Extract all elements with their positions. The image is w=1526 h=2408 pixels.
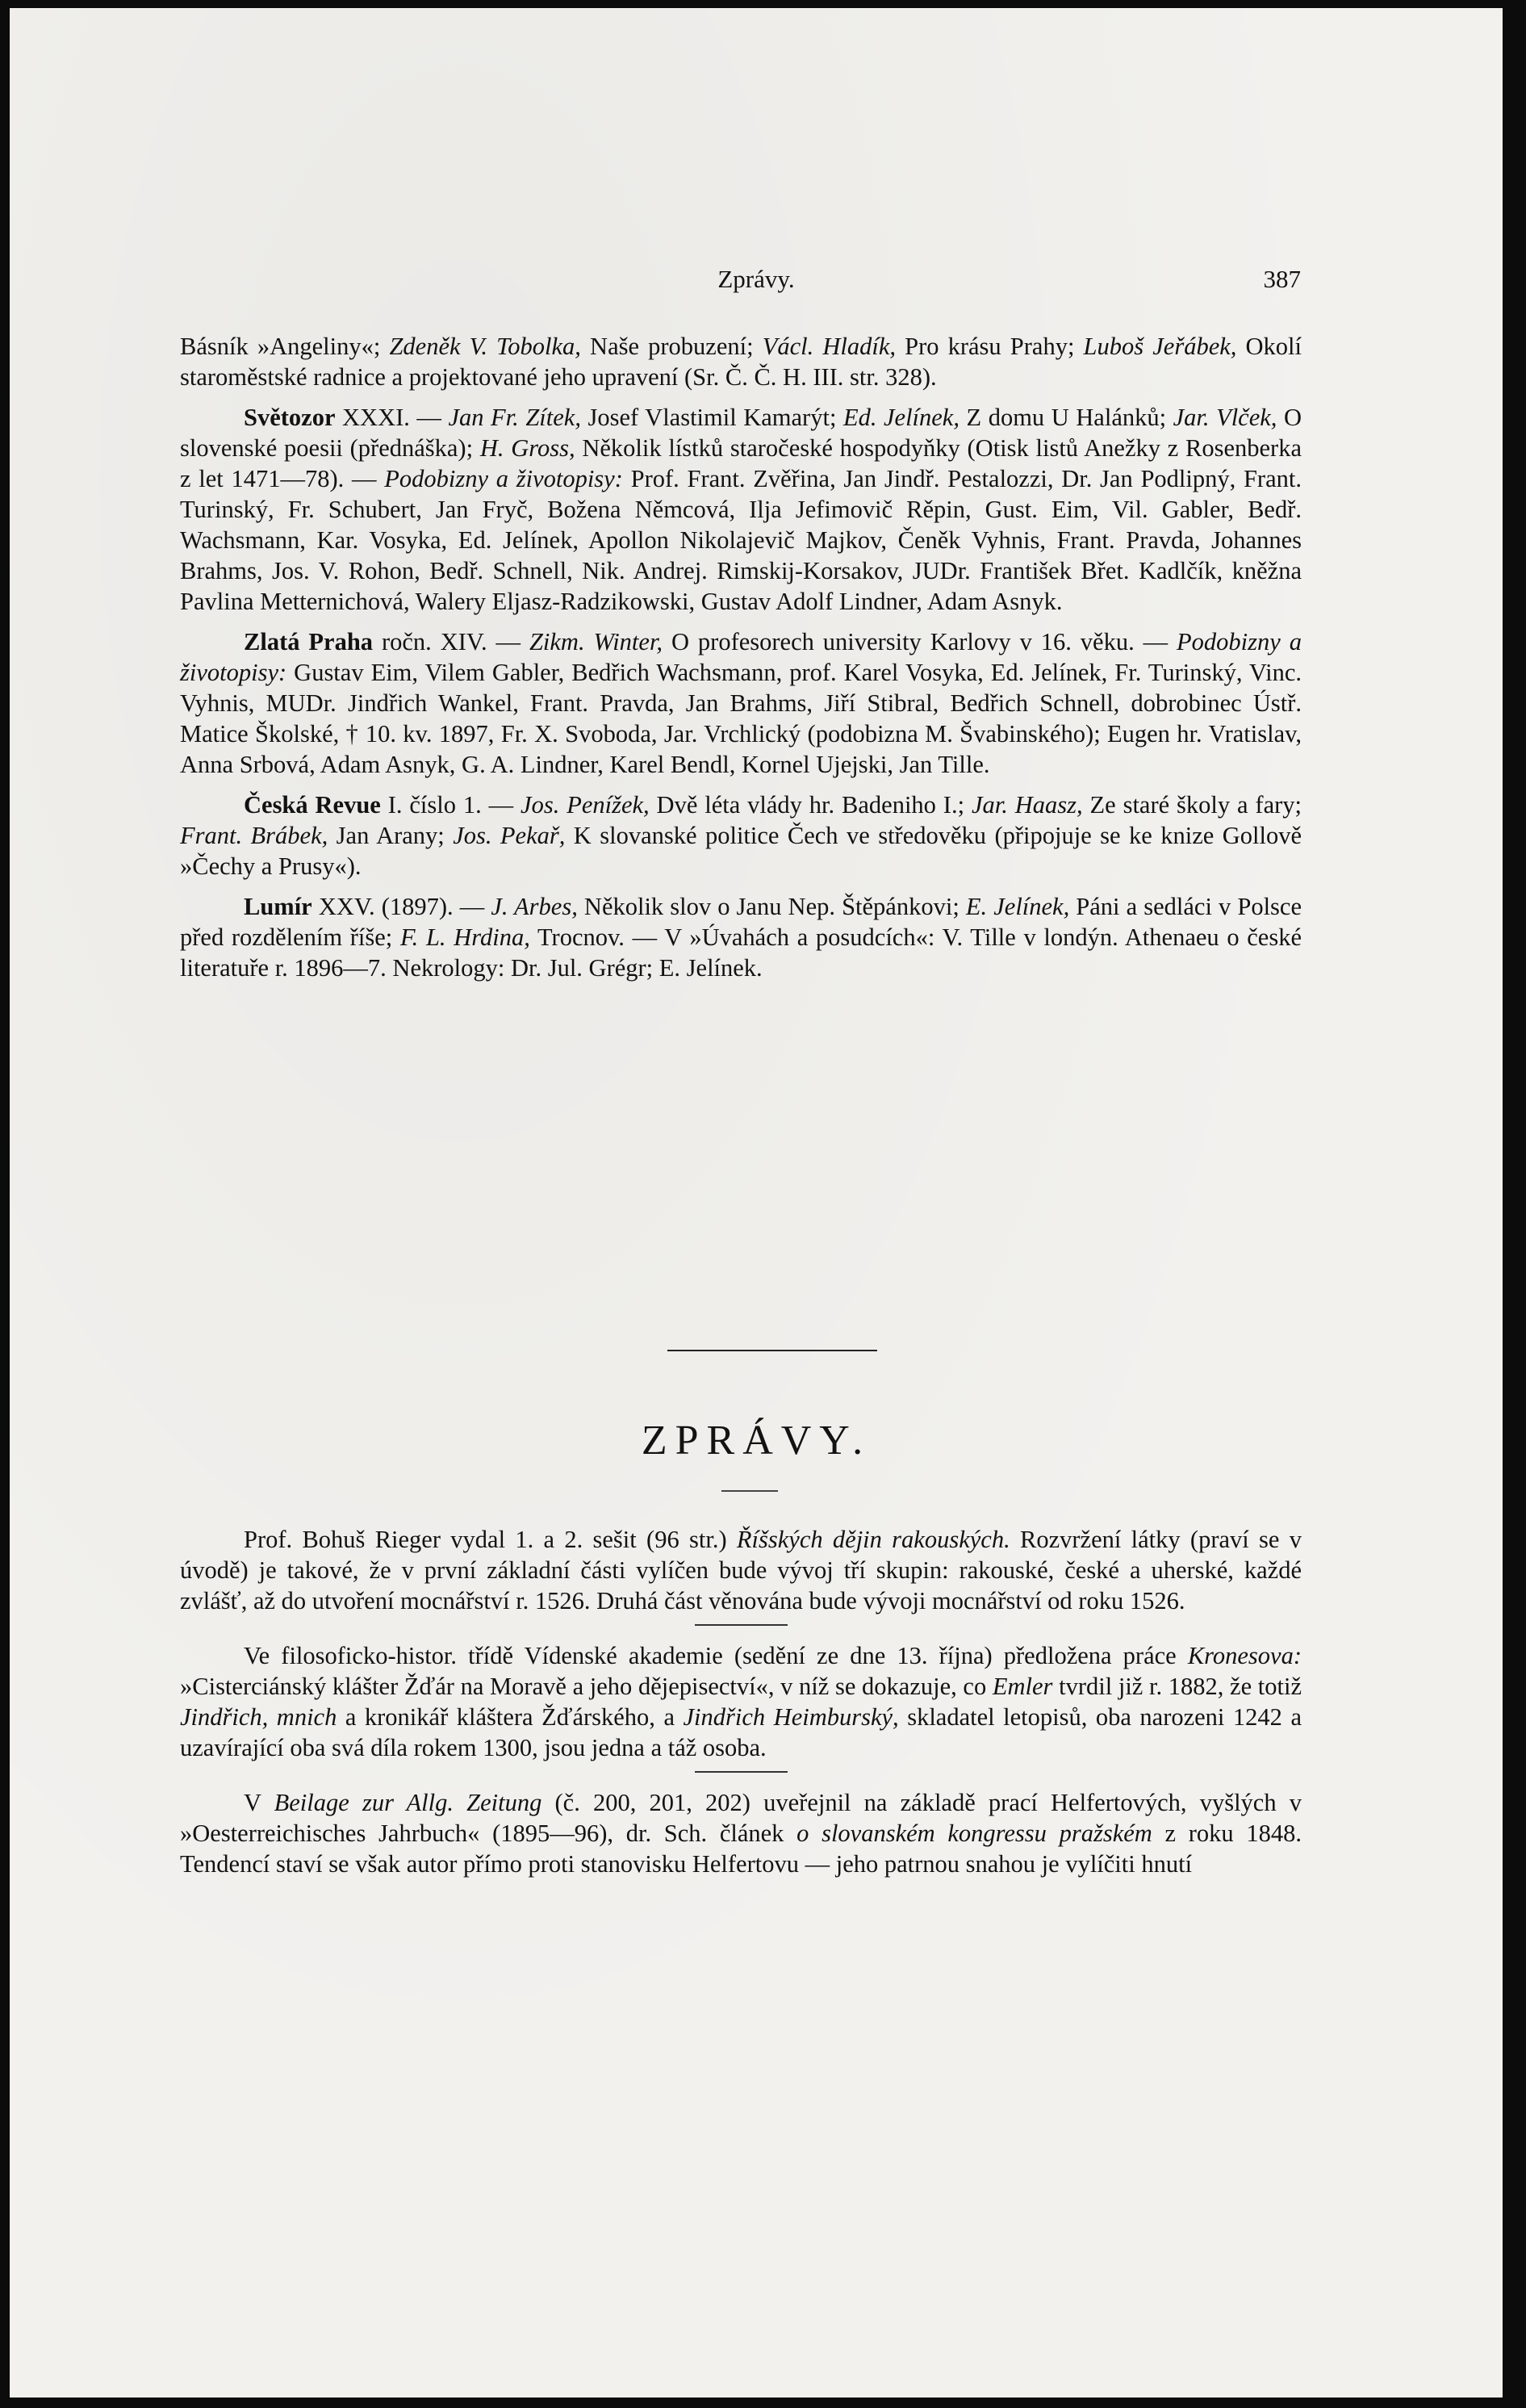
italic-text: E. Jelínek, <box>965 893 1070 920</box>
italic-text: Luboš Jeřábek, <box>1083 333 1237 360</box>
text-run: O profesorech university Karlovy v 16. věku. — <box>663 628 1177 655</box>
document-page <box>10 8 1503 2398</box>
text-run: skladatel letopisů, oba narozeni 1242 a uzavírající oba svá díla rokem 1300, jsou jedna a táž osoba. <box>180 1703 1302 1761</box>
italic-text: Zdeněk V. Tobolka, <box>389 333 581 360</box>
text-run: Jan Arany; <box>328 822 454 849</box>
text-run: Rozvržení látky (praví se v úvodě) je takové, že v první základní části vylíčen bude vývoj tří skupin: rakouské, české a uherské, každé zvlášť, až do utvoření mocnářství r. 1526. Druhá část věnována bude vývoji mocnářství od roku 1526. <box>180 1526 1302 1614</box>
text-run: Páni a sedláci v Polsce před rozdělením říše; <box>180 893 1302 951</box>
text-run: V <box>244 1789 274 1816</box>
paragraph-divider <box>695 1771 788 1773</box>
text-run: Trocnov. — V »Úvahách a posudcích«: V. Tille v londýn. Athenaeu o české literatuře r. 1896—7. Nekrology: Dr. Jul. Grégr; E. Jelínek. <box>180 923 1302 982</box>
bib-entry <box>180 789 1302 882</box>
periodicals-review <box>180 331 1302 993</box>
news-paragraph <box>180 1524 1302 1616</box>
text-run: K slovanské politice Čech ve středověku (připojuje se ke knize Gollově »Čechy a Prusy«). <box>180 822 1302 880</box>
text-run: Prof. Bohuš Rieger vydal 1. a 2. sešit (96 str.) <box>244 1526 737 1553</box>
italic-text: Jos. Penížek, <box>521 791 650 819</box>
news-paragraph <box>180 1640 1302 1763</box>
text-run: Několik slov o Janu Nep. Štěpánkovi; <box>577 893 966 920</box>
text-run: »Cisterciánský klášter Žďár na Moravě a jeho dějepisectví«, v níž se dokazuje, co <box>180 1673 993 1700</box>
periodical-name: Zlatá Praha <box>244 628 374 655</box>
section-divider <box>667 1350 877 1351</box>
italic-text: o slovanském kongressu pražském <box>796 1820 1152 1847</box>
italic-text: Podobizny a životopisy: <box>180 628 1302 686</box>
news-section <box>180 1524 1302 1879</box>
text-run: (č. 200, 201, 202) uveřejnil na základě prací Helfertových, vyšlých v »Oesterreichisches Jahrbuch« (1895—96), dr. Sch. článek <box>180 1789 1302 1847</box>
italic-text: Zikm. Winter, <box>529 628 663 655</box>
text-run: Několik lístků staročeské hospodyňky (Otisk listů Anežky z Rosenberka z let 1471—78). — <box>180 434 1302 492</box>
italic-text: Ed. Jelínek, <box>842 404 959 431</box>
bib-entry <box>180 626 1302 780</box>
italic-text: Jindřich, mnich <box>180 1703 337 1731</box>
periodical-name: Světozor <box>244 404 336 431</box>
italic-text: Kronesova: <box>1187 1642 1302 1669</box>
text-run: Ze staré školy a fary; <box>1082 791 1302 819</box>
section-title: ZPRÁVY. <box>641 1418 872 1464</box>
periodical-name: Lumír <box>244 893 312 920</box>
text-run: Naše probuzení; <box>580 333 763 360</box>
italic-text: Jos. Pekař, <box>453 822 566 849</box>
text-run: Josef Vlastimil Kamarýt; <box>580 404 843 431</box>
text-run: Gustav Eim, Vilem Gabler, Bedřich Wachsmann, prof. Karel Vosyka, Ed. Jelínek, Fr. Turinský, Vinc. Vyhnis, MUDr. Jindřich Wankel, Frant. Pravda, Jan Brahms, Jiří Stibral, Bedřich Schnell, dobrobinec Ústř. Matice Školské, † 10. kv. 1897, Fr. X. Svoboda, Jar. Vrchlický (podobizna M. Švabinského); Eugen hr. Vratislav, Anna Srbová, Adam Asnyk, G. A. Lindner, Karel Bendl, Kornel Ujejski, Jan Tille. <box>180 659 1302 778</box>
paragraph-divider <box>695 1624 788 1626</box>
bib-entry <box>180 891 1302 983</box>
page-number: 387 <box>1263 265 1301 293</box>
italic-text: Jar. Haasz, <box>971 791 1083 819</box>
text-run: Okolí staroměstské radnice a projektované jeho upravení (Sr. Č. Č. H. III. str. 328). <box>180 333 1302 391</box>
text-run: Ve filosoficko-histor. třídě Vídenské akademie (sedění ze dne 13. října) předložena práce <box>244 1642 1188 1669</box>
text-run: tvrdil již r. 1882, že totiž <box>1052 1673 1302 1700</box>
italic-text: Václ. Hladík, <box>762 333 896 360</box>
text-run: I. číslo 1. — <box>380 791 521 819</box>
periodical-name: Česká Revue <box>244 791 381 819</box>
title-divider <box>721 1490 778 1492</box>
running-head: Zprávy. <box>717 265 795 293</box>
text-run: Pro krásu Prahy; <box>895 333 1084 360</box>
italic-text: Frant. Brábek, <box>180 822 328 849</box>
news-paragraph <box>180 1787 1302 1879</box>
bib-entry <box>180 402 1302 617</box>
text-run: Prof. Frant. Zvěřina, Jan Jindř. Pestalozzi, Dr. Jan Podlipný, Frant. Turinský, Fr. Schubert, Jan Fryč, Božena Němcová, Ilja Jefimovič Rěpin, Gust. Eim, Vil. Gabler, Bedř. Wachsmann, Kar. Vosyka, Ed. Jelínek, Apollon Nikolajevič Majkov, Čeněk Vyhnis, Frant. Pravda, Johannes Brahms, Jos. V. Rohon, Bedř. Schnell, Nik. Andrej. Rimskij-Korsakov, JUDr. František Břet. Kadlčík, kněžna Pavlina Metternichová, Walery Eljasz-Radzikowski, Gustav Adolf Lindner, Adam Asnyk. <box>180 465 1302 615</box>
italic-text: Jan Fr. Zítek, <box>448 404 581 431</box>
text-run: Dvě léta vlády hr. Badeniho I.; <box>649 791 972 819</box>
italic-text: J. Arbes, <box>491 893 578 920</box>
italic-text: F. L. Hrdina, <box>399 923 530 951</box>
italic-text: Emler <box>992 1673 1053 1700</box>
italic-text: Jar. Vlček, <box>1173 404 1277 431</box>
text-run: XXXI. — <box>335 404 449 431</box>
bib-entry <box>180 331 1302 392</box>
text-run: O slovenské poesii (přednáška); <box>180 404 1302 462</box>
text-run: a kronikář kláštera Žďárského, a <box>337 1703 684 1731</box>
text-run: Z domu U Halánků; <box>959 404 1173 431</box>
text-run: ročn. XIV. — <box>373 628 529 655</box>
page-header <box>10 265 1503 305</box>
text-run: XXV. (1897). — <box>311 893 491 920</box>
text-run: z roku 1848. Tendencí staví se však autor přímo proti stanovisku Helfertovu — jeho patrnou snahou je vylíčiti hnutí <box>180 1820 1302 1878</box>
italic-text: Říšských dějin rakouských. <box>736 1526 1010 1553</box>
text-run: Básník »Angeliny«; <box>180 333 390 360</box>
italic-text: Jindřich Heimburský, <box>683 1703 899 1731</box>
italic-text: Beilage zur Allg. Zeitung <box>274 1789 542 1816</box>
italic-text: Podobizny a životopisy: <box>384 465 623 492</box>
italic-text: H. Gross, <box>479 434 575 462</box>
